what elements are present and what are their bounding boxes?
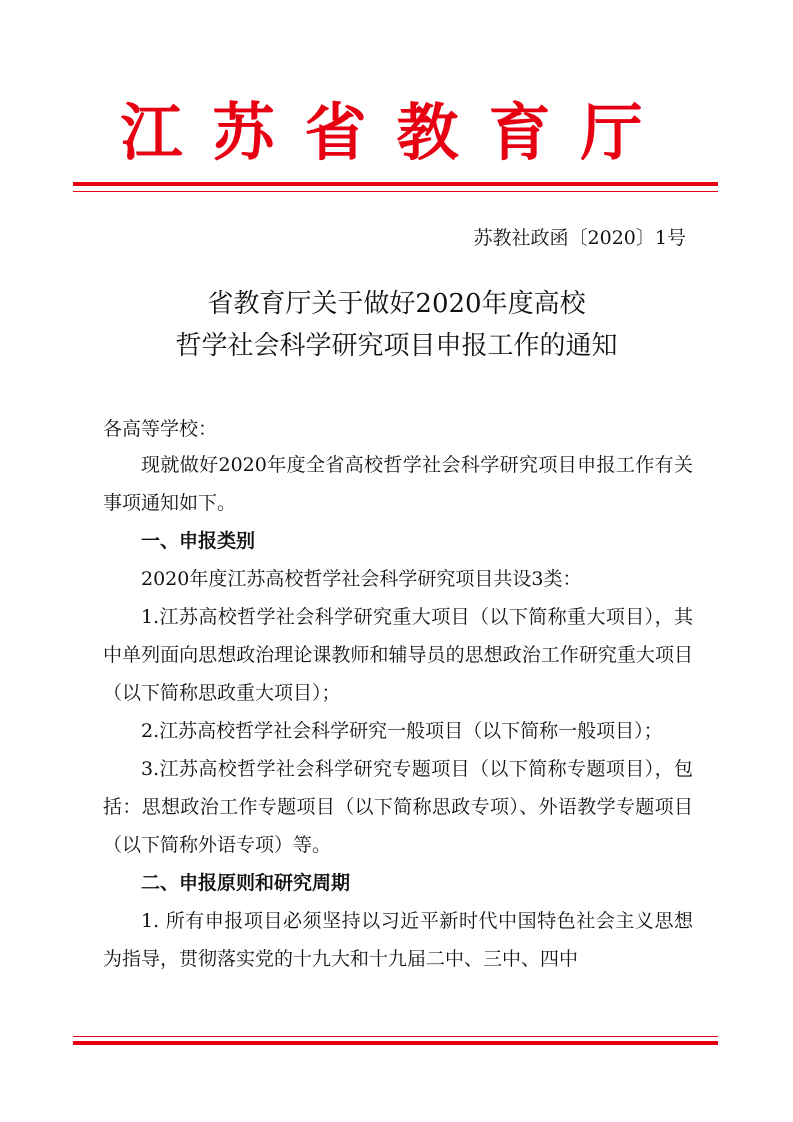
document-title-line2: 哲学社会科学研究项目申报工作的通知 — [175, 331, 618, 361]
section1-item1: 1.江苏高校哲学社会科学研究重大项目（以下简称重大项目），其中单列面向思想政治理论课教师和辅导员的思想政治工作研究重大项目（以下简称思政重大项目）； — [103, 606, 693, 704]
letterhead-rule-thin — [73, 191, 718, 192]
section1-item2: 2.江苏高校哲学社会科学研究一般项目（以下简称一般项目）； — [141, 720, 663, 742]
intro-paragraph: 现就做好2020年度全省高校哲学社会科学研究项目申报工作有关事项通知如下。 — [103, 454, 693, 514]
section1-lead: 2020年度江苏高校哲学社会科学研究项目共设3类： — [141, 568, 582, 590]
letterhead-rule-thick — [73, 182, 718, 186]
footer-rule-thin — [73, 1036, 718, 1037]
section1-heading: 一、申报类别 — [141, 530, 256, 552]
section2-item1: 1. 所有申报项目必须坚持以习近平新时代中国特色社会主义思想为指导，贯彻落实党的十九大和十九届二中、三中、四中 — [103, 910, 693, 970]
document-body — [103, 446, 693, 978]
footer-rule-thick — [73, 1041, 718, 1045]
section1-item3: 3.江苏高校哲学社会科学研究专题项目（以下简称专题项目），包括：思想政治工作专题项目（以下简称思政专项）、外语教学专题项目（以下简称外语专项）等。 — [103, 758, 693, 856]
letterhead-title: 江苏省教育厅 — [120, 96, 673, 169]
document-title — [0, 283, 793, 367]
salutation: 各高等学校： — [103, 418, 218, 440]
document-number: 苏教社政函〔2020〕1号 — [473, 227, 686, 249]
document-title-line1: 省教育厅关于做好2020年度高校 — [207, 289, 586, 319]
section2-heading: 二、申报原则和研究周期 — [141, 872, 351, 894]
